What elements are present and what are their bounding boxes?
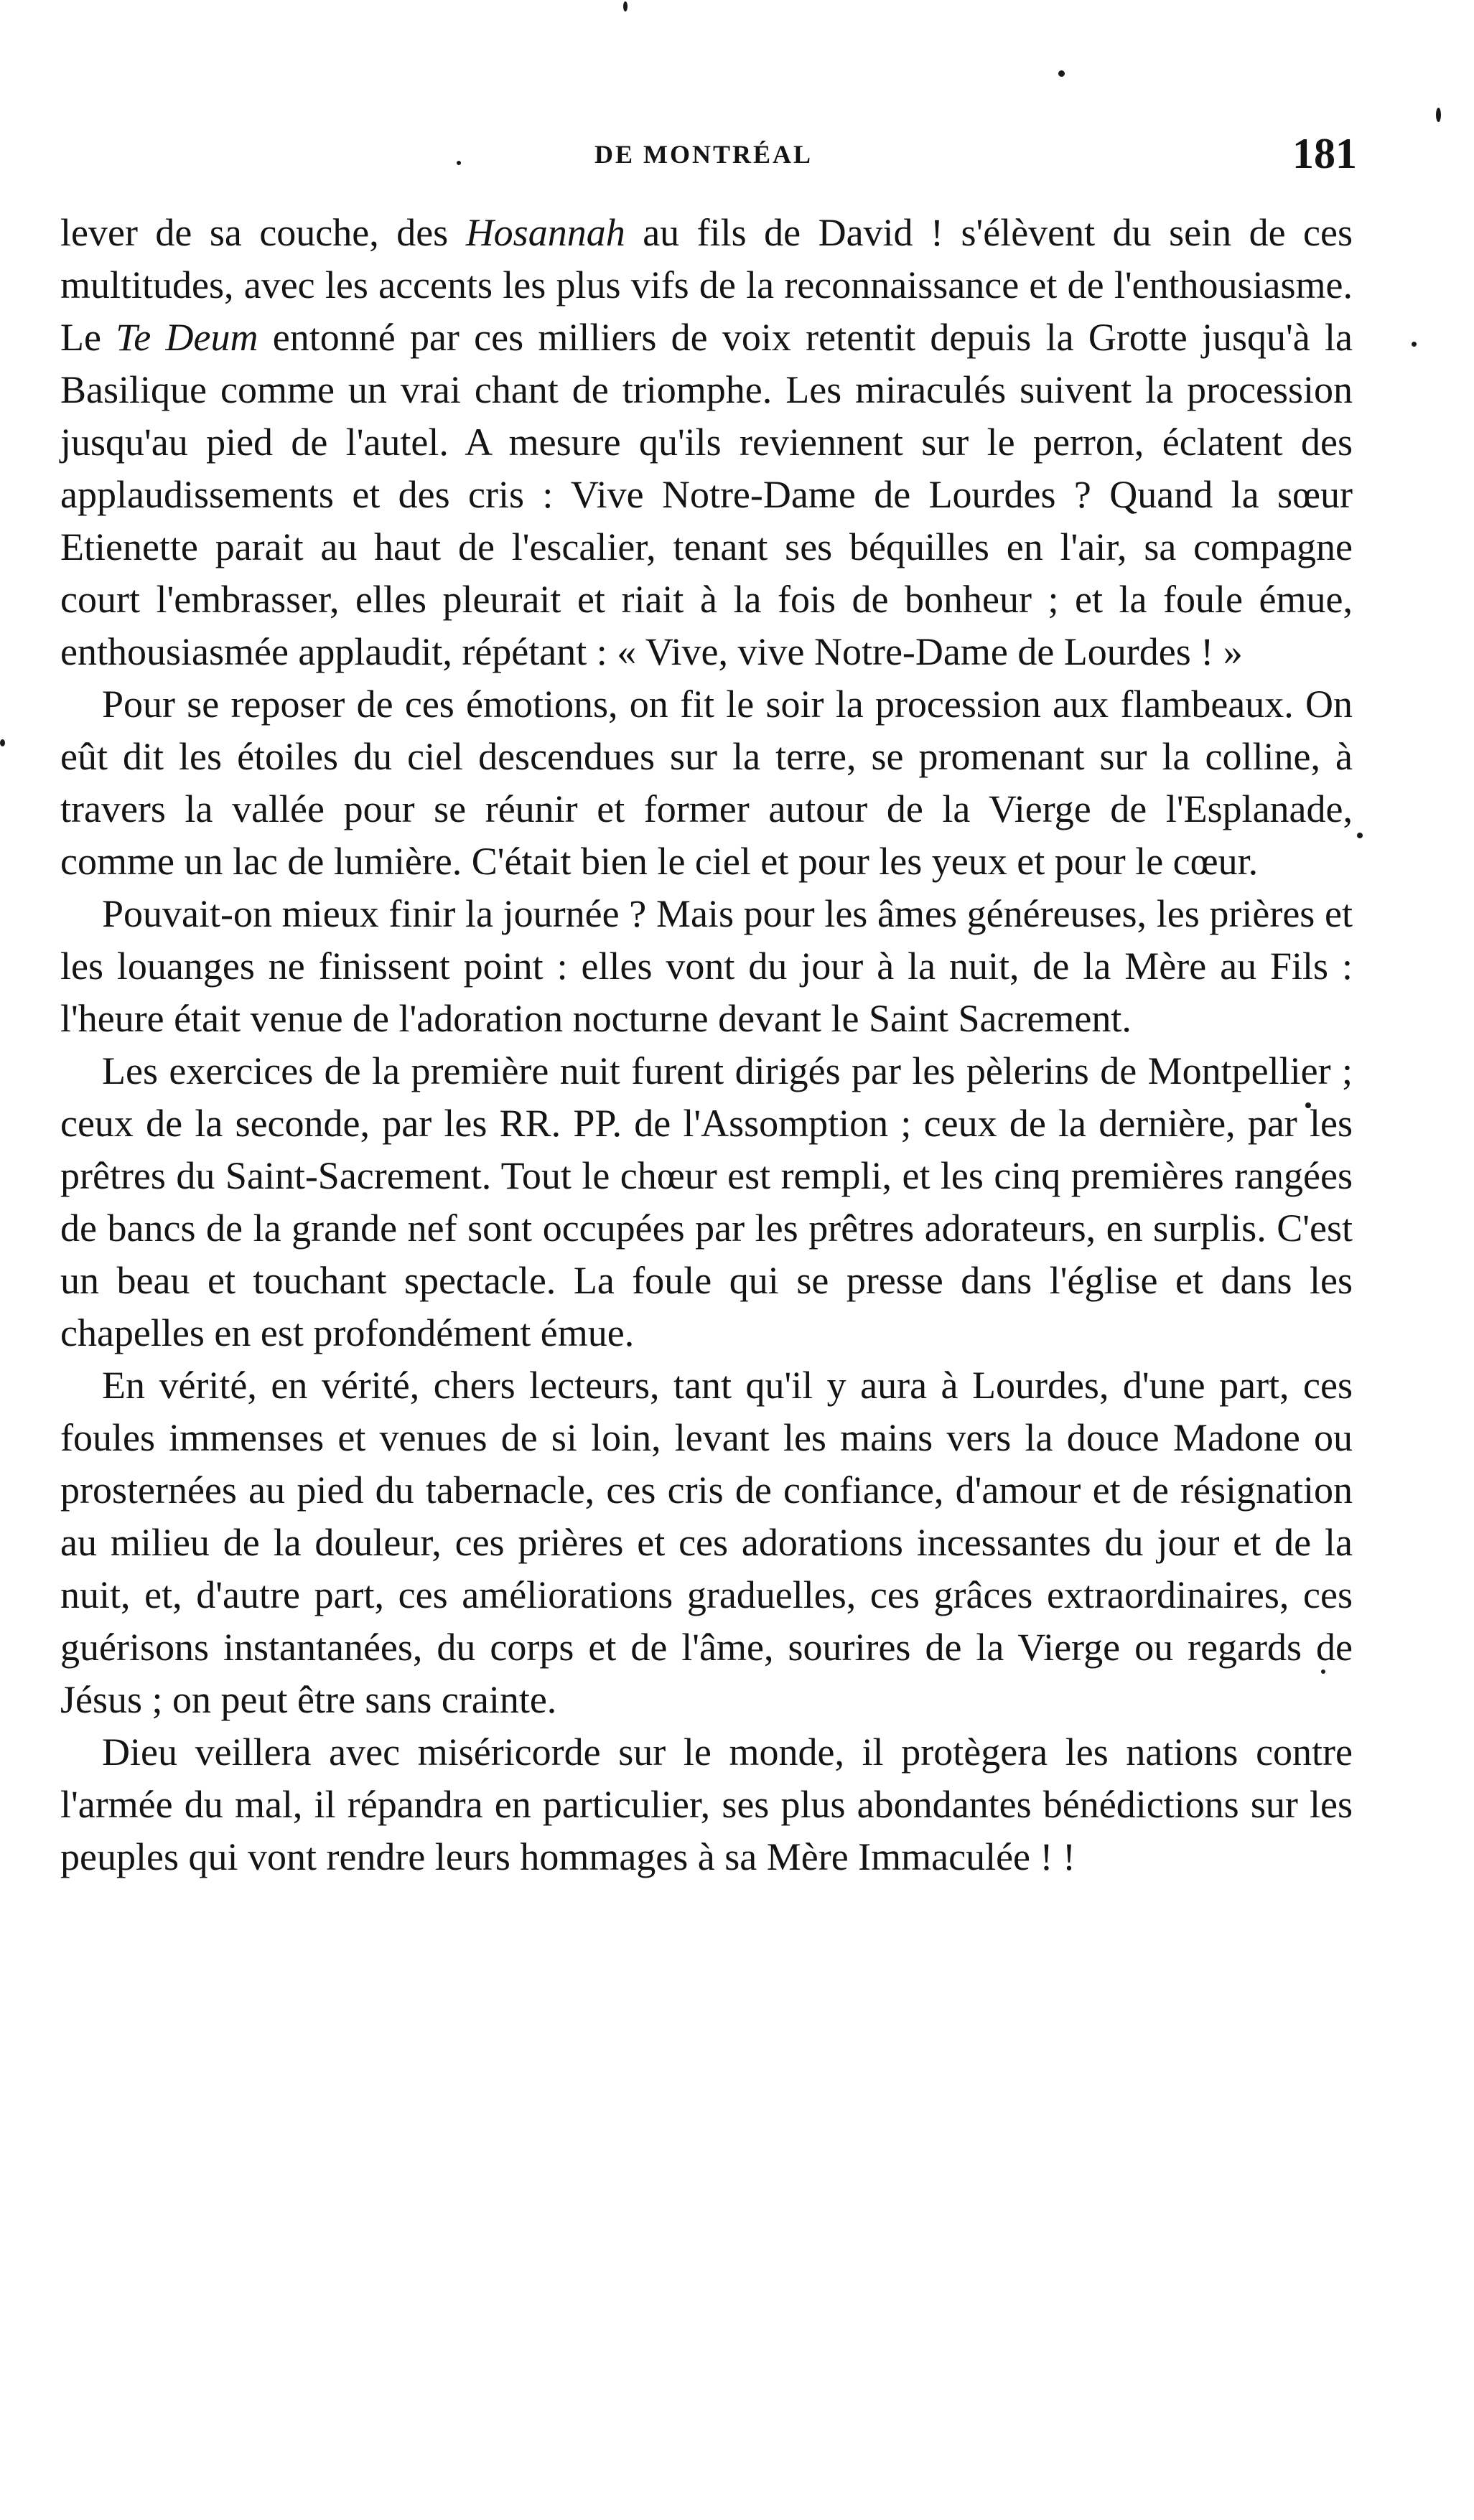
scan-speck [1357,833,1363,838]
italic-title: Te Deum [116,316,258,359]
scan-speck [1412,342,1417,347]
text-run: au fils de David ! s'élèvent du sein de ces multitudes, avec les accents les plus vifs de la reconnaissance et de l'enthousiasme. Le [60,211,1353,359]
body-text [60,207,1353,1883]
paragraph: Pouvait-on mieux finir la journée ? Mais pour les âmes généreuses, les prières et les louanges ne finissent point : elles vont du jour à la nuit, de la Mère au Fils : l'heure était venue de l'adoration nocturne devant le Saint Sacrement. [60,892,1353,1040]
text-run: lever de sa couche, des [60,211,466,254]
scan-speck [623,1,628,11]
paragraph: Les exercices de la première nuit furent dirigés par les pèlerins de Montpellier ; ceux de la seconde, par les RR. PP. de l'Assomption ; ceux de la dernière, par les prêtres du Saint-Sacrement. Tout le chœur est rempli, et les cinq premières rangées de bancs de la grande nef sont occupées par les prêtres adorateurs, en surplis. C'est un beau et touchant spectacle. La foule qui se presse dans l'église et dans les chapelles en est profondément émue. [60,1049,1353,1354]
scan-speck [1058,70,1065,77]
paragraph: En vérité, en vérité, chers lecteurs, tant qu'il y aura à Lourdes, d'une part, ces foules immenses et venues de si loin, levant les mains vers la douce Madone ou prosternées au pied du tabernacle, ces cris de confiance, d'amour et de résignation au milieu de la douleur, ces prières et ces adorations incessantes du jour et de la nuit, et, d'autre part, ces améliorations graduelles, ces grâces extraordinaires, ces guérisons instantanées, du corps et de l'âme, sourires de la Vierge ou regards de Jésus ; on peut être sans crainte. [60,1364,1353,1721]
scan-speck [0,739,5,746]
italic-title: Hosannah [465,211,625,254]
paragraph: Pour se reposer de ces émotions, on fit le soir la procession aux flambeaux. On eût dit les étoiles du ciel descendues sur la terre, se promenant sur la colline, à travers la vallée pour se réunir et former autour de la Vierge de l'Esplanade, comme un lac de lumière. C'était bien le ciel et pour les yeux et pour le cœur. [60,683,1353,883]
running-title: DE MONTRÉAL [594,140,813,169]
paragraph [60,207,1353,678]
paragraph: Dieu veillera avec miséricorde sur le monde, il protègera les nations contre l'armée du mal, il répandra en particulier, ses plus abondantes bénédictions sur les peuples qui vont rendre leurs hommages à sa Mère Immaculée ! ! [60,1730,1353,1878]
scan-speck [1436,108,1441,122]
page-number: 181 [1292,130,1357,177]
text-run: entonné par ces milliers de voix retentit depuis la Grotte jusqu'à la Basilique comme un vrai chant de triomphe. Les miraculés suivent la procession jusqu'au pied de l'autel. A mesure qu'ils reviennent sur le perron, éclatent des applaudissements et des cris : Vive Notre-Dame de Lourdes ? Quand la sœur Etienette parait au haut de l'escalier, tenant ses béquilles en l'air, sa compagne court l'embrasser, elles pleurait et riait à la fois de bonheur ; et la foule émue, enthousiasmée applaudit, répétant : « Vive, vive Notre-Dame de Lourdes ! » [60,316,1353,673]
running-header [50,130,1357,178]
